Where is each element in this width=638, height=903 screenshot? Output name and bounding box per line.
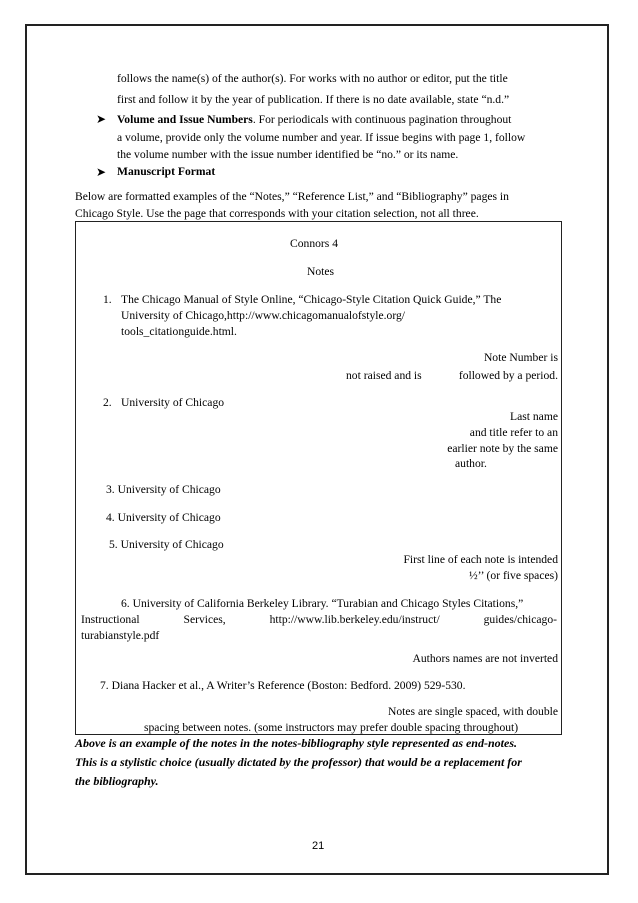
annotation-authors: Authors names are not inverted — [412, 652, 558, 665]
note-6-line-1: 6. University of California Berkeley Library. “Turabian and Chicago Styles Citations,” — [121, 597, 524, 610]
note-6-word: Services, — [183, 613, 226, 626]
annotation-last-name-3: earlier note by the same — [447, 442, 558, 455]
bullet-volume-issue-rest: . For periodicals with continuous pagination throughout — [252, 113, 512, 126]
annotation-note-number-2a: not raised and is — [346, 369, 422, 382]
note-6-word: http://www.lib.berkeley.edu/instruct/ — [269, 613, 440, 626]
example-header: Connors 4 — [290, 237, 338, 250]
note-5: 5. University of Chicago — [109, 538, 224, 551]
note-6-word: Instructional — [81, 613, 140, 626]
example-title: Notes — [307, 265, 335, 278]
bullet-volume-line-2: a volume, provide only the volume number and year. If issue begins with page 1, follow — [117, 131, 526, 144]
annotation-spacing-1: Notes are single spaced, with double — [388, 705, 558, 718]
note-2-number: 2. — [103, 396, 112, 409]
bullet-manuscript-format: Manuscript Format — [117, 165, 216, 178]
note-2-text: University of Chicago — [121, 396, 225, 409]
annotation-last-name-1: Last name — [510, 410, 558, 423]
caption-line-1: Above is an example of the notes in the notes-bibliography style represented as end-notes. — [75, 736, 517, 750]
annotation-note-number-2b: followed by a period. — [458, 369, 558, 382]
arrow-bullet-icon: ➤ — [96, 112, 107, 126]
bullet-volume-issue — [117, 111, 511, 129]
annotation-last-name-4: author. — [455, 457, 487, 470]
intro-line-2: Chicago Style. Use the page that corresponds with your citation selection, not all three. — [75, 207, 479, 220]
continuation-line-2: first and follow it by the year of publication. If there is no date available, state “n.d.” — [117, 93, 510, 106]
note-3: 3. University of Chicago — [106, 483, 221, 496]
note-1-number: 1. — [103, 293, 112, 306]
annotation-spacing-2: spacing between notes. (some instructors may prefer double spacing throughout) — [144, 721, 519, 734]
annotation-first-line-2: ½’’ (or five spaces) — [468, 569, 558, 582]
note-4: 4. University of Chicago — [106, 511, 221, 524]
note-6-line-3: turabianstyle.pdf — [81, 629, 160, 642]
bullet-volume-line-3: the volume number with the issue number identified be “no.” or its name. — [117, 148, 459, 161]
note-1-line-1: The Chicago Manual of Style Online, “Chicago-Style Citation Quick Guide,” The — [121, 293, 502, 306]
note-1-line-3: tools_citationguide.html. — [121, 325, 237, 338]
bullet-volume-issue-title: Volume and Issue Numbers — [117, 113, 253, 126]
caption-line-2: This is a stylistic choice (usually dictated by the professor) that would be a replacement for — [75, 755, 522, 769]
annotation-first-line-1: First line of each note is intended — [403, 553, 558, 566]
annotation-note-number-1: Note Number is — [483, 351, 558, 364]
intro-line-1: Below are formatted examples of the “Notes,” “Reference List,” and “Bibliography” pages in — [75, 190, 509, 203]
annotation-last-name-2: and title refer to an — [469, 426, 558, 439]
note-6-word: guides/chicago- — [483, 613, 557, 626]
note-1-line-2: University of Chicago,http://www.chicagomanualofstyle.org/ — [121, 309, 405, 322]
caption-line-3: the bibliography. — [75, 774, 159, 788]
arrow-bullet-icon: ➤ — [96, 165, 107, 179]
note-7: 7. Diana Hacker et al., A Writer’s Reference (Boston: Bedford. 2009) 529-530. — [100, 679, 466, 692]
page-number: 21 — [312, 840, 325, 852]
continuation-line-1: follows the name(s) of the author(s). For works with no author or editor, put the title — [117, 72, 508, 85]
